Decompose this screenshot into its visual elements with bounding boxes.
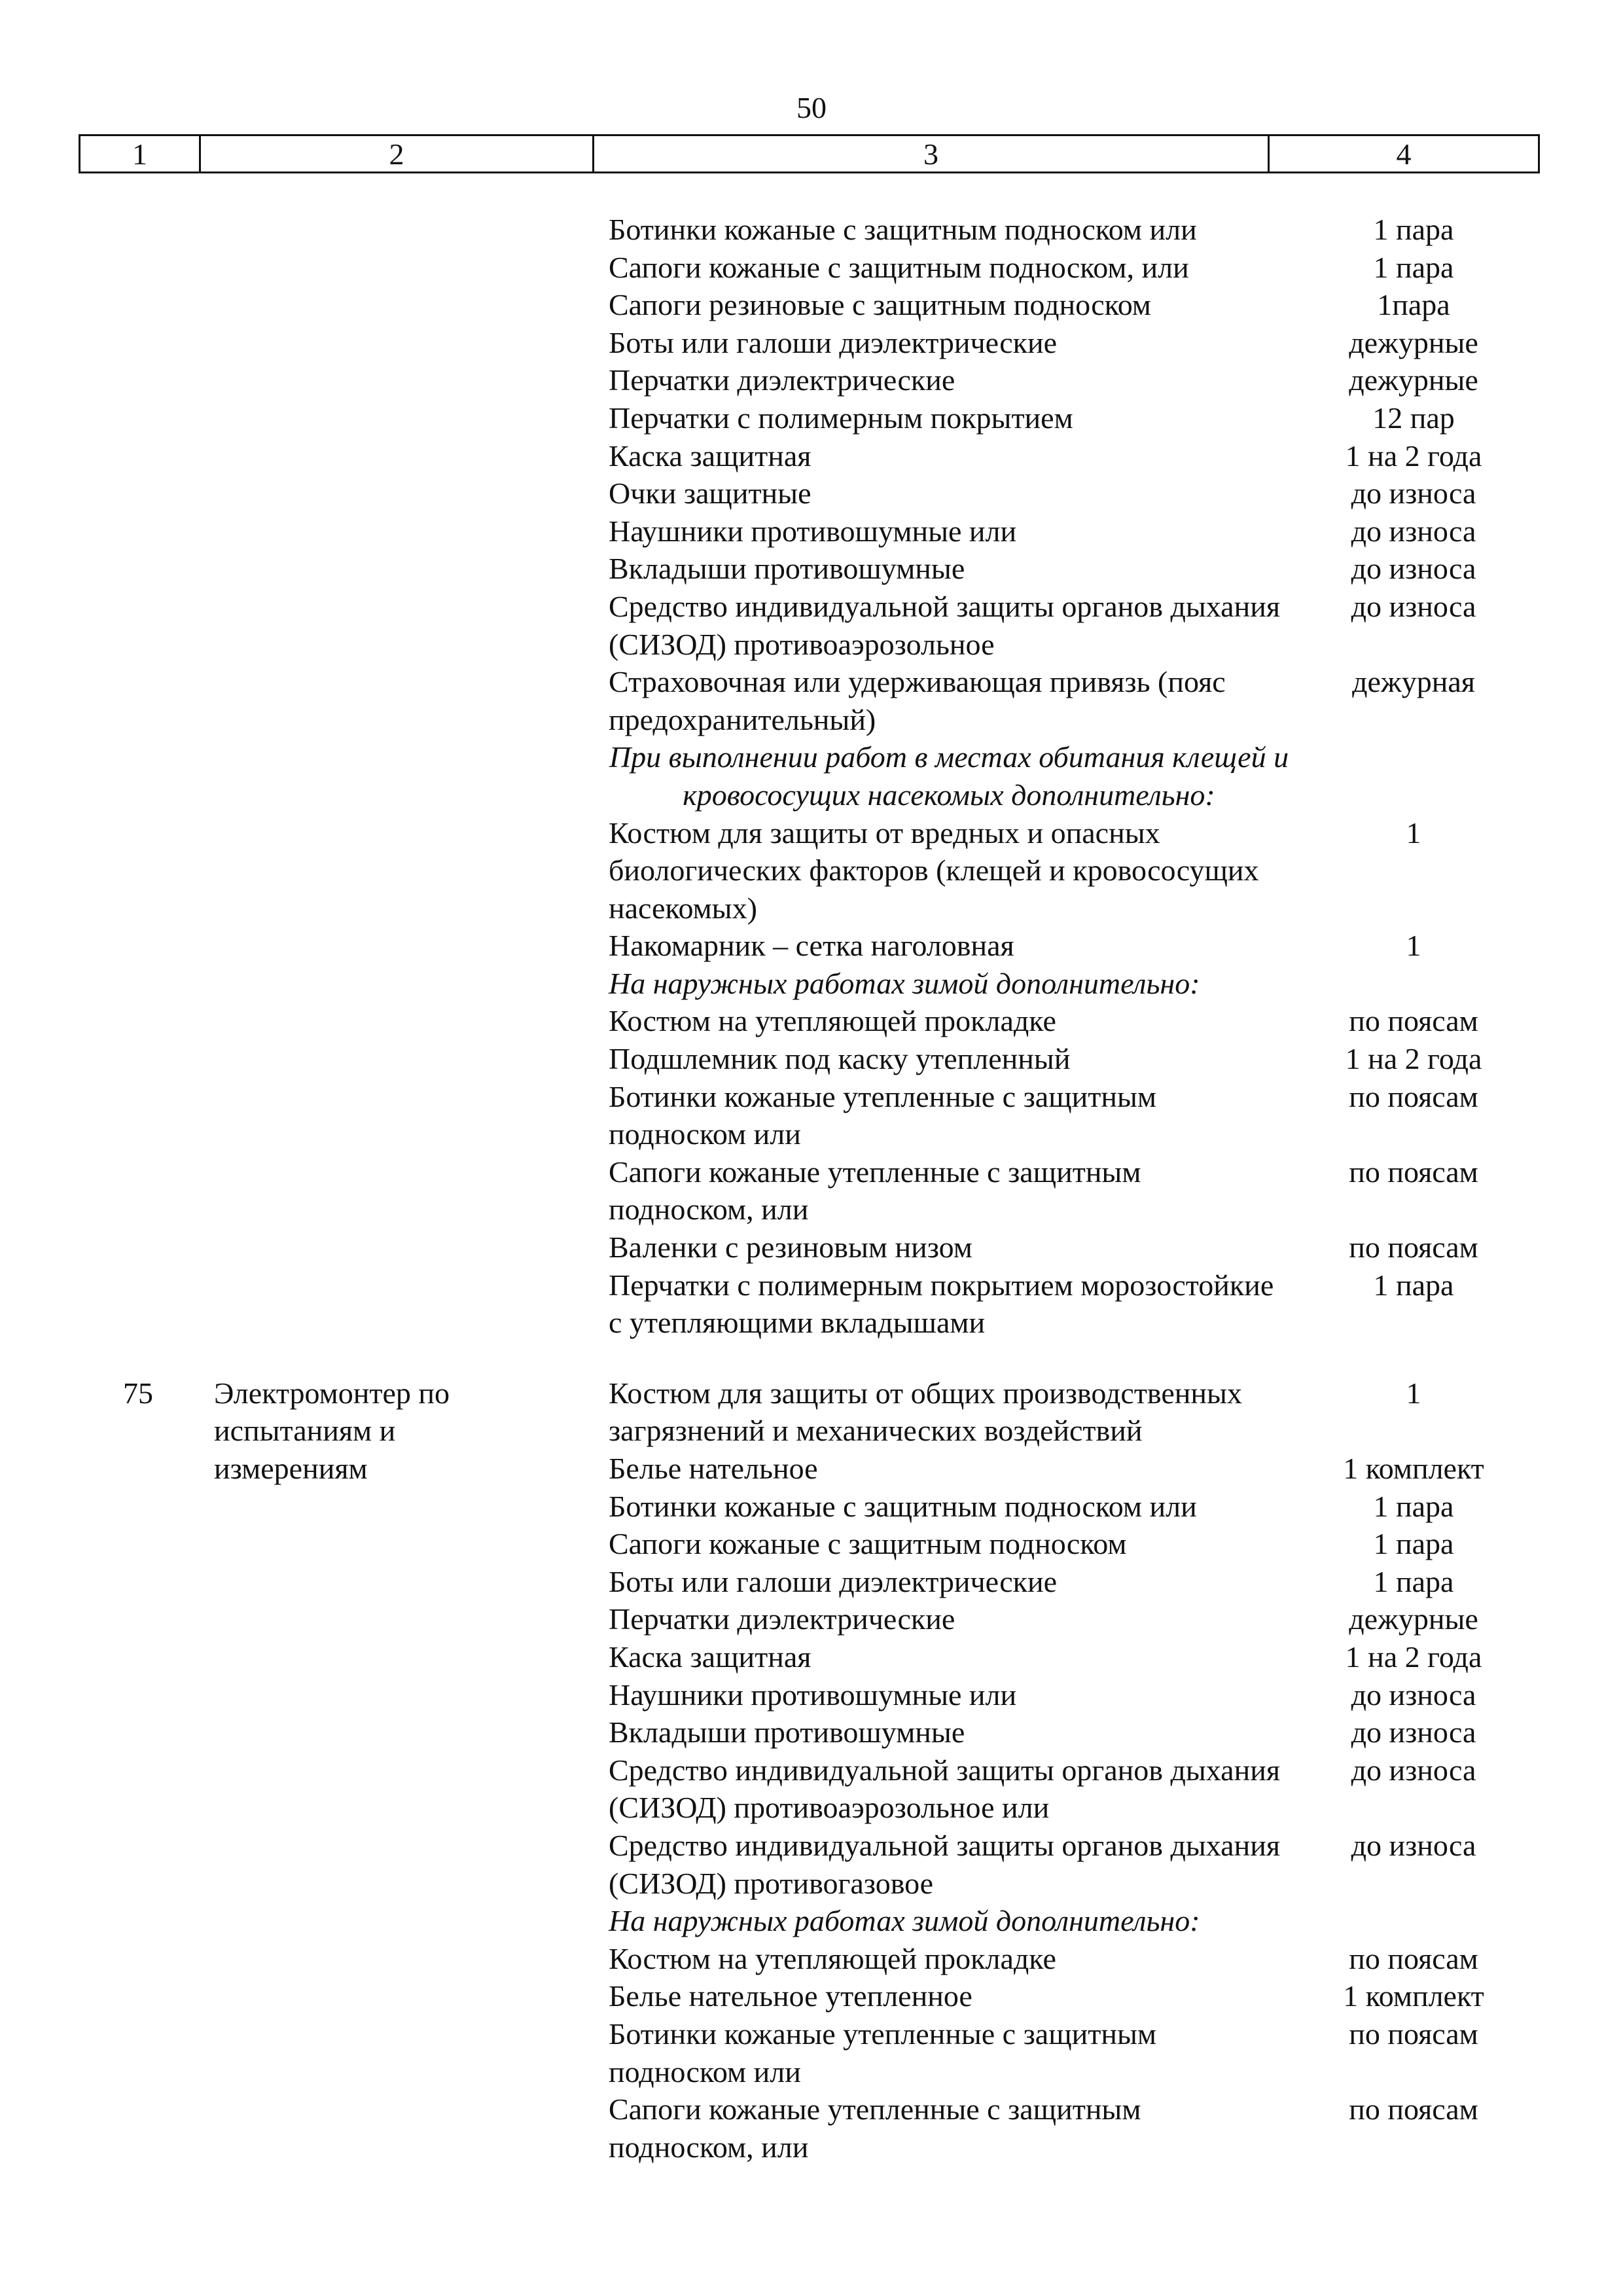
item-qty: до износа [1351,552,1476,586]
item-name: Ботинки кожаные утепленные с защитным подноском или [609,2017,1156,2089]
item-qty: 1пара [1377,288,1450,322]
item-name: Каска защитная [609,1640,812,1674]
table-row [0,1751,1623,1827]
item-qty: дежурные [1349,1602,1478,1636]
item-name: Сапоги кожаные с защитным подноском, или [609,250,1189,284]
item-qty: 1 пара [1373,1527,1454,1561]
winter-heading: На наружных работах зимой дополнительно: [609,966,1200,1000]
table-row [0,1600,1623,1638]
item-qty: до износа [1351,1753,1476,1787]
item-qty: 1 [1406,816,1421,850]
table-row [0,1002,1623,1040]
item-qty: до износа [1351,514,1476,548]
item-name: Сапоги кожаные утепленные с защитным подноском, или [609,1155,1141,1227]
item-qty: 12 пар [1372,401,1455,435]
item-qty: до износа [1351,1677,1476,1712]
item-qty: дежурная [1352,665,1475,699]
item-name: Средство индивидуальной защиты органов дыхания (СИЗОД) противогазовое [609,1828,1280,1900]
table-row [0,1488,1623,1526]
item-name: Перчатки диэлектрические [609,363,955,397]
table-row [0,399,1623,437]
item-name: Ботинки кожаные утепленные с защитным подноском или [609,1079,1156,1151]
table-row [0,249,1623,287]
ticks-heading: При выполнении работ в местах обитания клещей и кровососущих насекомых дополнительно: [609,740,1289,812]
winter-heading: На наружных работах зимой дополнительно: [609,1904,1200,1938]
header-col-3: 3 [594,136,1270,171]
item-name: Сапоги кожаные с защитным подноском [609,1527,1127,1561]
item-name: Средство индивидуальной защиты органов дыхания (СИЗОД) противоаэрозольное [609,589,1280,661]
header-col-2: 2 [201,136,594,171]
item-name: Каска защитная [609,439,812,473]
item-qty: по поясам [1349,1155,1478,1189]
table-row [0,1525,1623,1563]
item-qty: дежурные [1349,325,1478,359]
item-name: Накомарник – сетка наголовная [609,929,1014,963]
row-number: 75 [123,1376,153,1410]
table-row [0,1266,1623,1342]
table-row [0,1676,1623,1714]
table-row [0,814,1623,927]
item-qty: по поясам [1349,1941,1478,1975]
table-body [0,211,1623,2166]
item-qty: 1 на 2 года [1345,1640,1482,1674]
header-col-1: 1 [80,136,201,171]
item-name: Ботинки кожаные с защитным подноском или [609,1489,1197,1523]
item-qty: дежурные [1349,363,1478,397]
table-row [0,1827,1623,1902]
item-qty: по поясам [1349,2017,1478,2051]
item-qty: по поясам [1349,2092,1478,2126]
table-row [0,361,1623,399]
item-name: Вкладыши противошумные [609,552,965,586]
table-row [0,475,1623,512]
item-name: Белье нательное [609,1452,818,1485]
item-qty: до износа [1351,589,1476,623]
item-name: Перчатки с полимерным покрытием морозостойкие с утепляющими вкладышами [609,1268,1274,1340]
item-qty: по поясам [1349,1230,1478,1265]
section-75 [0,1374,1623,2166]
table-row [0,324,1623,362]
item-name: Ботинки кожаные с защитным подноском или [609,213,1197,246]
table-row [0,211,1623,249]
item-qty: 1 [1406,929,1421,963]
item-name: Костюм на утепляющей прокладке [609,1004,1056,1038]
table-row [0,1374,1623,1450]
item-name: Костюм на утепляющей прокладке [609,1941,1056,1975]
item-name: Костюм для защиты от общих производственных загрязнений и механических воздействий [609,1376,1242,1448]
table-row [0,1563,1623,1601]
item-qty: до износа [1351,476,1476,511]
table-row [0,1940,1623,1978]
item-name: Наушники противошумные или [609,514,1017,548]
table-row [0,286,1623,324]
table-row [0,1040,1623,1078]
table-header [79,134,1540,173]
item-name: Очки защитные [609,476,812,511]
table-row [0,512,1623,550]
table-row [0,1153,1623,1229]
header-col-4: 4 [1396,137,1412,171]
table-row [0,927,1623,965]
item-name: Перчатки с полимерным покрытием [609,401,1073,435]
item-name: Страховочная или удерживающая привязь (пояс предохранительный) [609,665,1226,736]
item-name: Наушники противошумные или [609,1677,1017,1712]
profession-name: Электромонтер по испытаниям и измерениям [214,1376,450,1485]
table-row [0,1977,1623,2015]
section-continued-items [0,211,1623,1342]
section-75-items [0,1374,1623,2166]
table-row [0,1078,1623,1153]
item-name: Валенки с резиновым низом [609,1230,972,1265]
item-name: Перчатки диэлектрические [609,1602,955,1636]
item-qty: 1 пара [1373,1564,1454,1598]
item-qty: 1 пара [1373,250,1454,284]
table-row [0,663,1623,738]
table-row [0,1713,1623,1751]
item-qty: 1 [1406,1376,1421,1410]
item-qty: 1 пара [1373,1268,1454,1302]
table-row [0,437,1623,475]
item-qty: до износа [1351,1715,1476,1749]
item-qty: по поясам [1349,1004,1478,1038]
item-name: Боты или галоши диэлектрические [609,1564,1058,1598]
item-name: Костюм для защиты от вредных и опасных биологических факторов (клещей и кровососущих насекомых) [609,816,1259,925]
item-name: Сапоги резиновые с защитным подноском [609,288,1151,322]
item-name: Вкладыши противошумные [609,1715,965,1749]
item-qty: 1 комплект [1343,1452,1484,1485]
page-number: 50 [796,91,827,124]
item-name: Боты или галоши диэлектрические [609,325,1058,359]
table-row [0,1229,1623,1266]
item-qty: 1 на 2 года [1345,439,1482,473]
item-qty: до износа [1351,1828,1476,1862]
table-row [0,550,1623,588]
table-row [0,1638,1623,1676]
table-row [0,2090,1623,2166]
item-name: Сапоги кожаные утепленные с защитным подноском, или [609,2092,1141,2164]
item-qty: 1 на 2 года [1345,1042,1482,1076]
table-row [0,2015,1623,2090]
item-qty: 1 пара [1373,1489,1454,1523]
item-name: Подшлемник под каску утепленный [609,1042,1071,1076]
section-continued [0,211,1623,1342]
item-name: Средство индивидуальной защиты органов дыхания (СИЗОД) противоаэрозольное или [609,1753,1280,1825]
item-qty: 1 комплект [1343,1979,1484,2013]
item-qty: по поясам [1349,1079,1478,1113]
item-name: Белье нательное утепленное [609,1979,972,2013]
table-row [0,1450,1623,1488]
item-qty: 1 пара [1373,213,1454,246]
table-row [0,588,1623,663]
